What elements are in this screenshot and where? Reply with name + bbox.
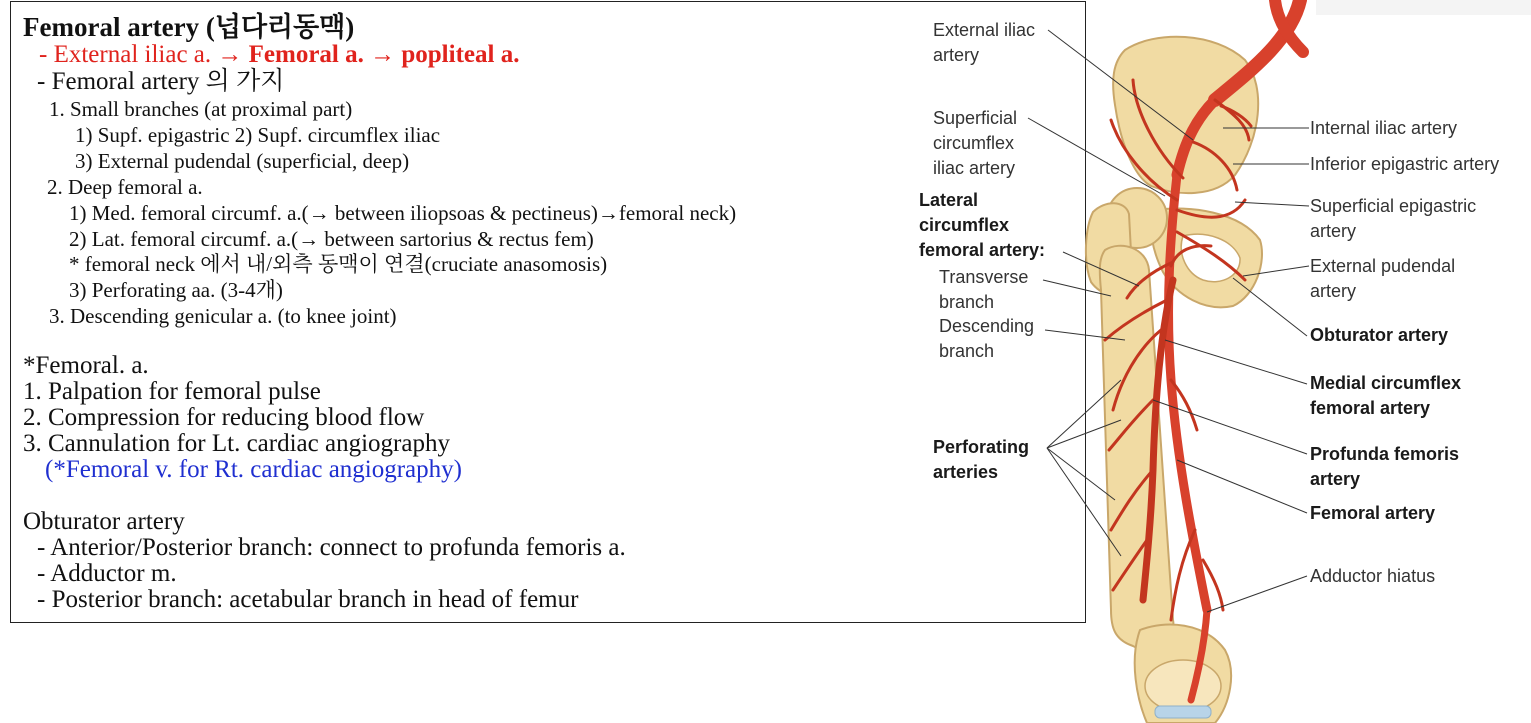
clinical-line: 1. Palpation for femoral pulse bbox=[23, 378, 321, 405]
clinical-line: 2. Compression for reducing blood flow bbox=[23, 404, 425, 431]
note-line: 1) Supf. epigastric 2) Supf. circumflex iliac bbox=[75, 123, 441, 147]
note-line: 3) External pudendal (superficial, deep) bbox=[75, 149, 410, 173]
label-adductor-hiatus: Adductor hiatus bbox=[1310, 566, 1436, 586]
label-transverse-branch: Transverse branch bbox=[939, 267, 1029, 312]
obturator-line: - Posterior branch: acetabular branch in head of femur bbox=[37, 586, 579, 613]
knee-cartilage bbox=[1155, 706, 1211, 718]
anatomy-figure bbox=[915, 0, 1531, 723]
label-inferior-epigastric: Inferior epigastric artery bbox=[1310, 154, 1500, 174]
course-part2: Femoral a. → popliteal a. bbox=[248, 41, 520, 68]
note-line: * femoral neck 에서 내/외측 동맥이 연결(cruciate anasomosis) bbox=[69, 252, 608, 276]
note-line: 1. Small branches (at proximal part) bbox=[49, 97, 353, 121]
note-line: 3) Perforating aa. (3-4개) bbox=[69, 278, 283, 302]
course-line: - External iliac a. → Femoral a. → popliteal a. bbox=[39, 41, 520, 68]
label-external-iliac: External iliac artery bbox=[933, 20, 1036, 65]
label-superficial-epigastric: Superficial epigastric artery bbox=[1310, 196, 1477, 241]
note-line: 2. Deep femoral a. bbox=[47, 175, 203, 199]
note-line: 1) Med. femoral circumf. a.(→ between iliopsoas & pectineus)→femoral neck) bbox=[69, 201, 737, 225]
label-perforating-arteries: Perforating arteries bbox=[933, 437, 1030, 482]
notes-title: Femoral artery (넙다리동맥) bbox=[23, 12, 355, 42]
note-line: 3. Descending genicular a. (to knee joint) bbox=[49, 304, 397, 328]
label-lateral-circumflex-femoral: Lateral circumflex femoral artery: bbox=[919, 190, 1046, 260]
clinical-line: 3. Cannulation for Lt. cardiac angiography bbox=[23, 430, 450, 457]
label-external-pudendal: External pudendal artery bbox=[1310, 256, 1456, 301]
label-femoral-artery: Femoral artery bbox=[1310, 503, 1436, 523]
label-profunda-femoris: Profunda femoris artery bbox=[1310, 444, 1460, 489]
course-part1: External iliac a. → bbox=[53, 41, 249, 68]
obturator-line: - Anterior/Posterior branch: connect to profunda femoris a. bbox=[37, 534, 626, 561]
obturator-heading: Obturator artery bbox=[23, 508, 185, 535]
knee-condyle bbox=[1145, 660, 1221, 712]
obturator-line: - Adductor m. bbox=[37, 560, 177, 587]
label-superficial-circumflex-iliac: Superficial circumflex iliac artery bbox=[933, 108, 1018, 178]
label-medial-circumflex-femoral: Medial circumflex femoral artery bbox=[1310, 373, 1462, 418]
label-obturator-artery: Obturator artery bbox=[1310, 325, 1449, 345]
label-descending-branch: Descending branch bbox=[939, 316, 1035, 361]
clinical-heading: *Femoral. a. bbox=[23, 352, 149, 379]
note-line: 2) Lat. femoral circumf. a.(→ between sartorius & rectus fem) bbox=[69, 227, 594, 251]
label-internal-iliac: Internal iliac artery bbox=[1310, 118, 1458, 138]
branches-heading: - Femoral artery 의 가지 bbox=[37, 68, 285, 95]
clinical-note: (*Femoral v. for Rt. cardiac angiography) bbox=[45, 456, 462, 483]
